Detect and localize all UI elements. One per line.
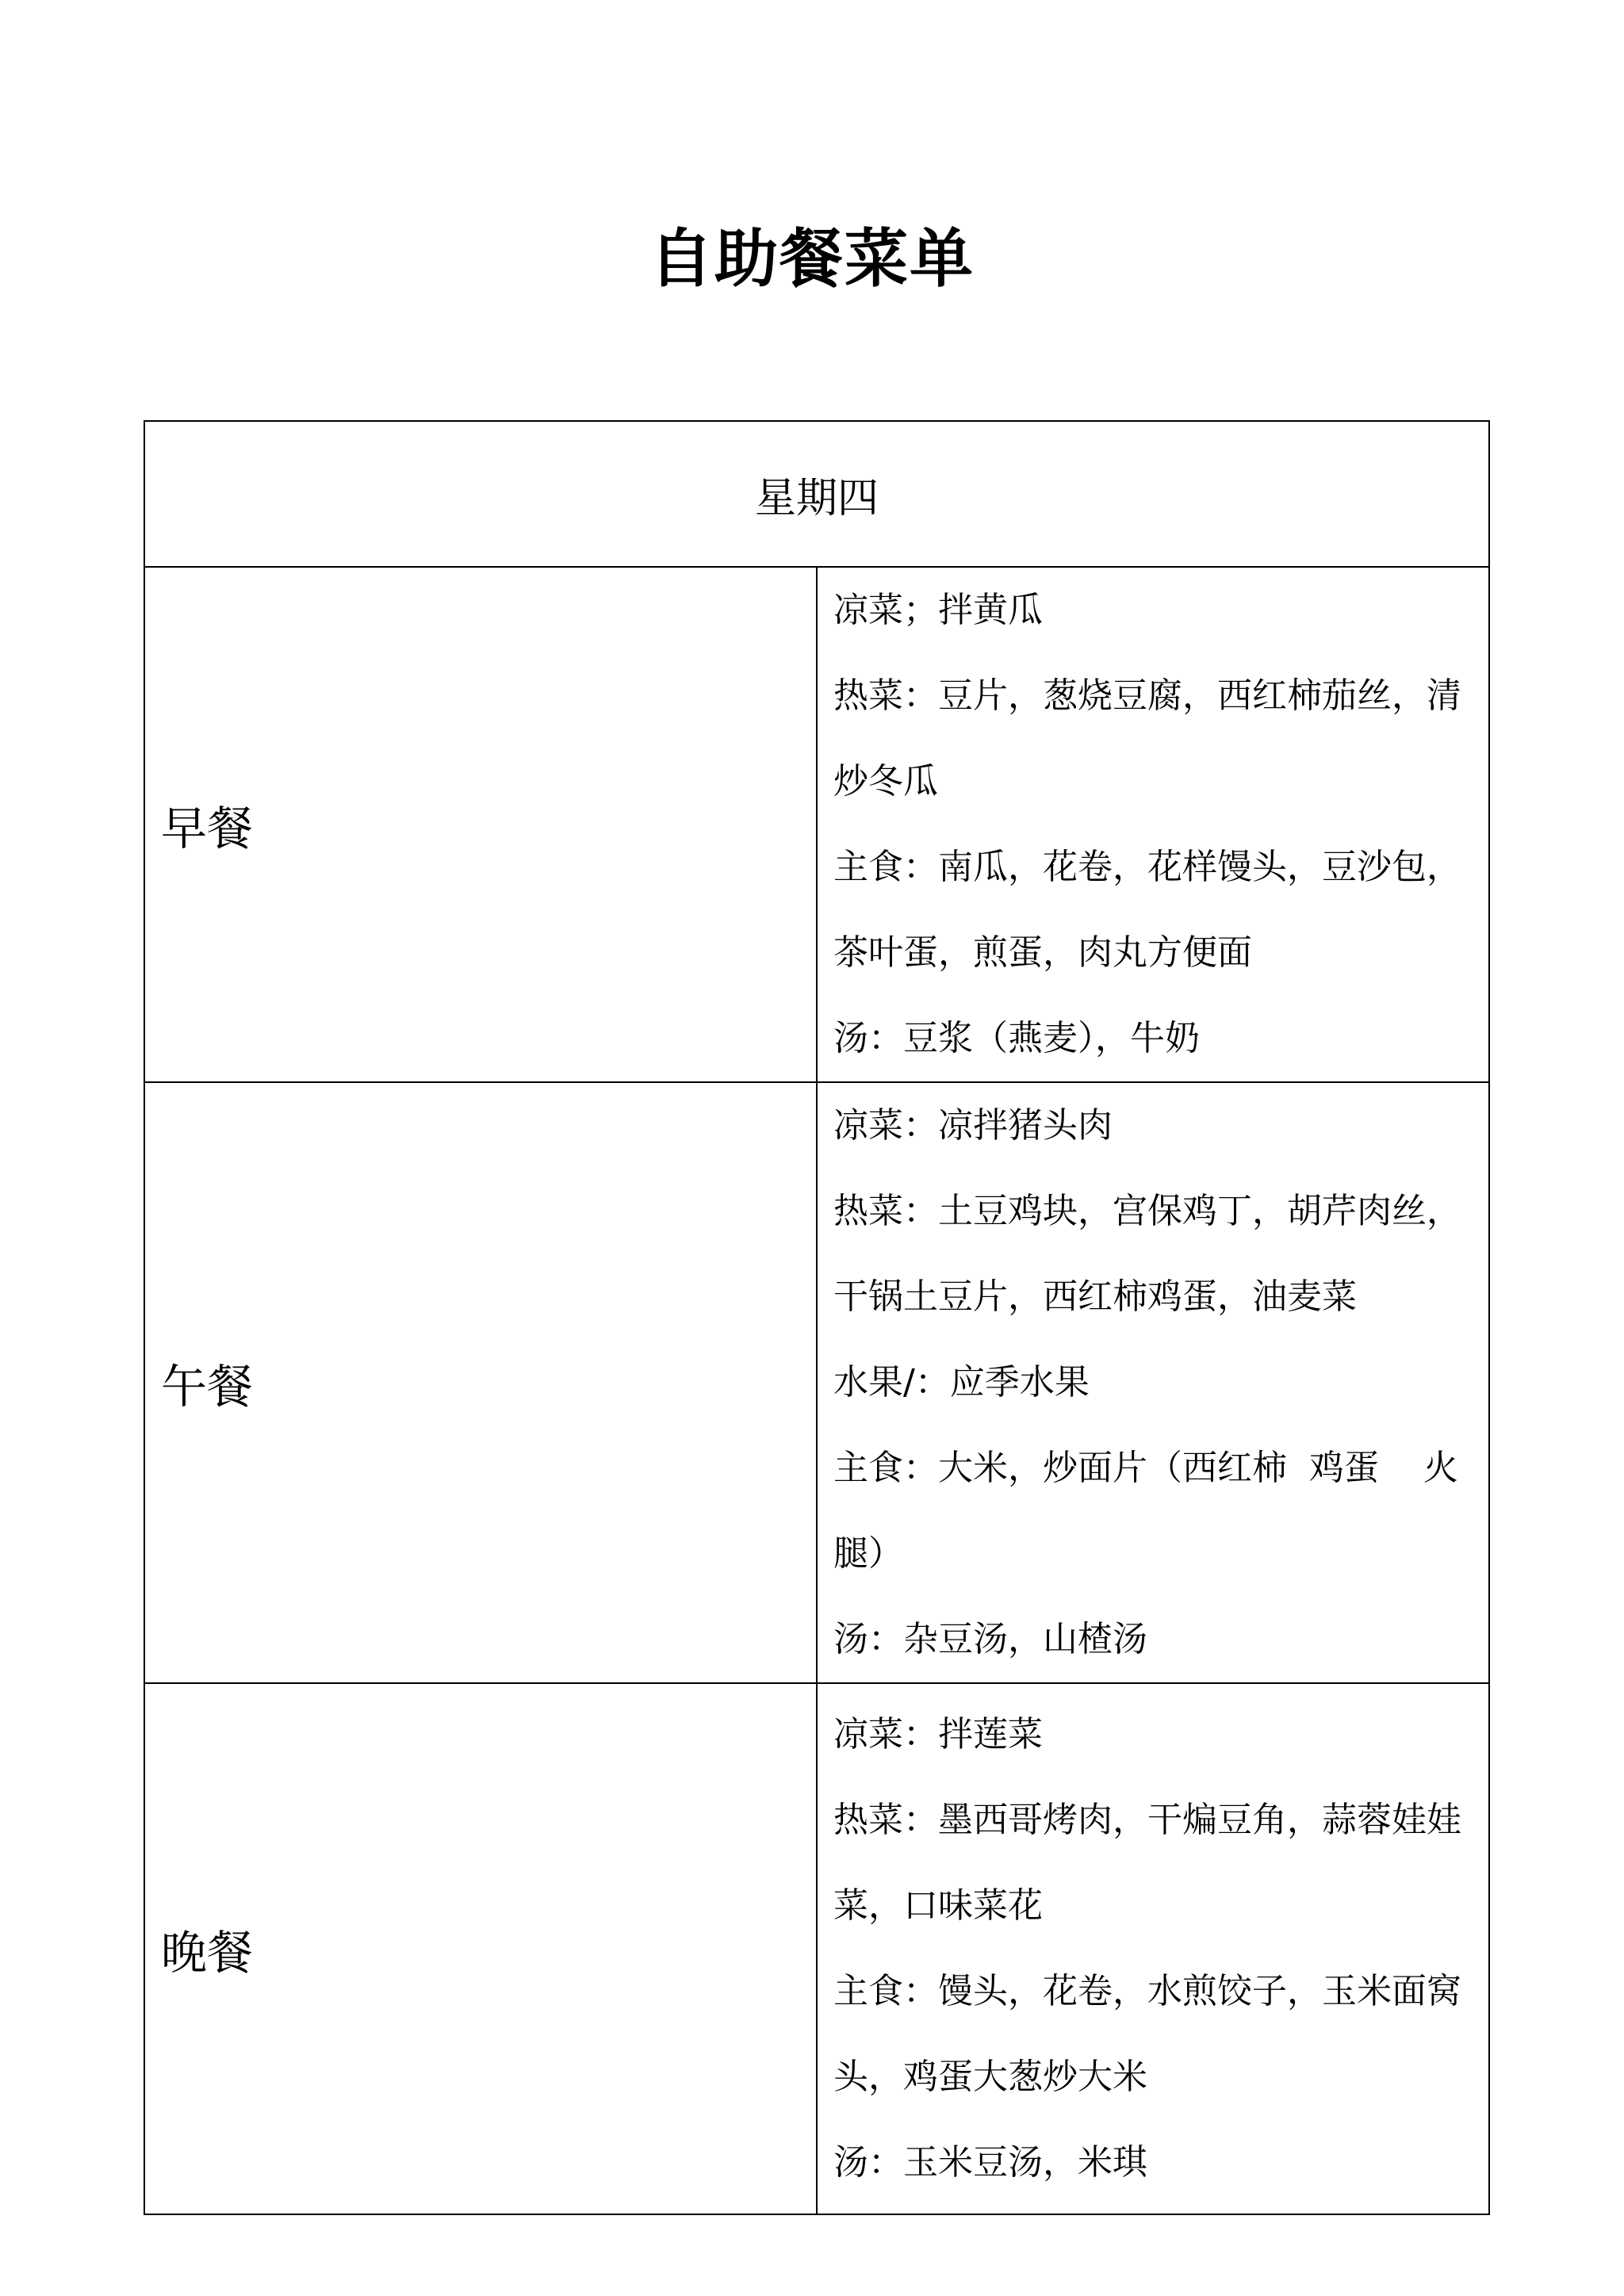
menu-line: 凉菜：拌莲菜 [833,1714,1043,1755]
menu-line: 凉菜；拌黄瓜 [833,590,1043,630]
meal-label-breakfast: 早餐 [144,567,817,1082]
menu-line: 主食：南瓜，花卷，花样馒头，豆沙包，茶叶蛋，煎蛋，肉丸方便面 [833,847,1461,973]
meal-row-dinner [144,1683,1489,2214]
menu-line: 凉菜：凉拌猪头肉 [833,1105,1113,1146]
meal-row-lunch [144,1082,1489,1683]
meal-items-lunch [817,1082,1489,1683]
menu-line: 热菜：墨西哥烤肉，干煸豆角，蒜蓉娃娃菜，口味菜花 [833,1800,1461,1926]
meal-items-dinner [817,1683,1489,2214]
menu-line: 汤：玉米豆汤，米琪 [833,2142,1147,2183]
day-header: 星期四 [144,421,1489,567]
meal-label-dinner: 晚餐 [144,1683,817,2214]
menu-table [144,420,1490,2215]
page-title: 自助餐菜单 [649,222,975,296]
menu-line: 水果/：应季水果 [833,1362,1090,1402]
menu-line: 汤：杂豆汤，山楂汤 [833,1619,1147,1659]
menu-line: 汤：豆浆（燕麦），牛奶 [833,1018,1200,1058]
menu-line: 主食：大米，炒面片（西红柿 鸡蛋 火腿） [833,1448,1458,1574]
meal-row-breakfast [144,567,1489,1082]
menu-line: 主食：馒头，花卷，水煎饺子，玉米面窝头，鸡蛋大葱炒大米 [833,1971,1461,2097]
meal-items-breakfast [817,567,1489,1082]
meal-label-lunch: 午餐 [144,1082,817,1683]
menu-line: 热菜：土豆鸡块，宫保鸡丁，胡芹肉丝，干锅土豆片，西红柿鸡蛋，油麦菜 [833,1191,1461,1317]
menu-line: 热菜：豆片，葱烧豆腐，西红柿茄丝，清炒冬瓜 [833,675,1461,802]
day-header-row [144,421,1489,567]
